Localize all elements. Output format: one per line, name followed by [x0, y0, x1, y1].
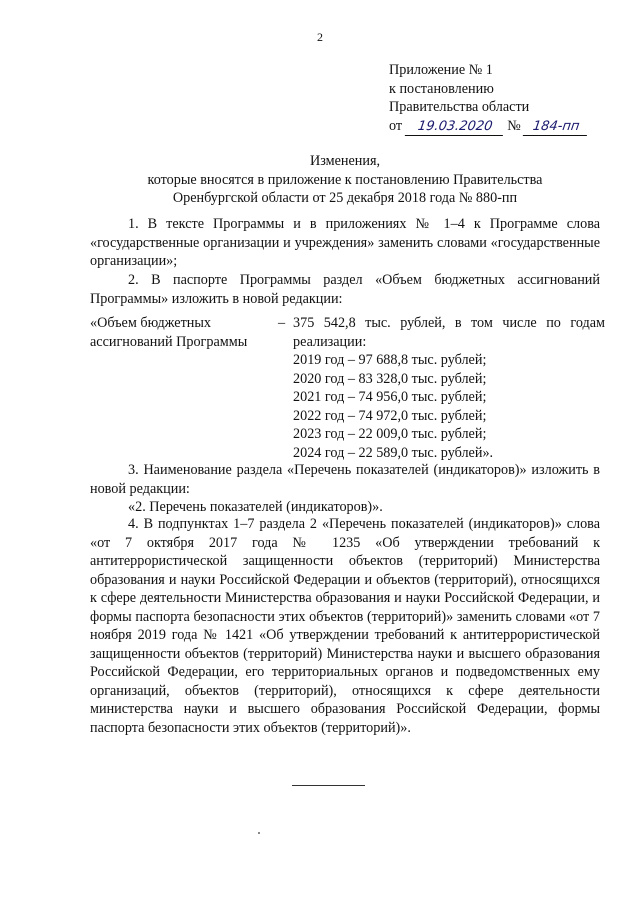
- appendix-date-line: [389, 117, 619, 136]
- appendix-line-3: Правительства области: [389, 99, 530, 115]
- number-value: 184-пп: [523, 119, 589, 136]
- budget-year-row: 2023 год – 22 009,0 тыс. рублей;: [293, 426, 487, 442]
- scan-dot: [258, 832, 260, 834]
- budget-dash: –: [278, 315, 286, 331]
- appendix-line-2: к постановлению: [389, 80, 494, 97]
- budget-year-row: 2020 год – 83 328,0 тыс. рублей;: [293, 370, 487, 387]
- end-divider: [292, 785, 365, 786]
- page-number: 2: [317, 30, 323, 44]
- date-value: 19.03.2020: [404, 119, 504, 136]
- paragraph-4-text: 4. В подпунктах 1–7 раздела 2 «Перечень показателей (индикаторов)» слова «от 7 октября 2017 года № 1235 «Об утверждении требований к антитеррористической защищенности объектов (территорий) Министерства образования и науки Российской Федерации и объектов (территорий), относящихся к сфере деятельности Министерства образования и науки Российской Федерации, и формы паспорта безопасности этих объектов (территорий)» заменить словами «от 7 ноября 2019 года № 1421 «Об утверждении требований к антитеррористической защищенности объектов (территорий) Министерства науки и высшего образования Российской Федерации, его территориальных органов и подведомственных ему организаций, объектов (территорий), относящихся к сфере деятельности министерства науки и высшего образования Российской Федерации, формы паспорта безопасности этих объектов (территорий)».: [90, 516, 600, 736]
- budget-values: [293, 314, 605, 462]
- paragraph-2-text: 2. В паспорте Программы раздел «Объем бюджетных ассигнований Программы» изложить в новой редакции:: [90, 272, 600, 307]
- paragraph-3-quote: «2. Перечень показателей (индикаторов)».: [128, 499, 383, 515]
- paragraph-3-text: 3. Наименование раздела «Перечень показателей (индикаторов)» изложить в новой редакции:: [90, 462, 600, 497]
- budget-year-row: 2019 год – 97 688,8 тыс. рублей;: [293, 352, 487, 368]
- paragraph-3: [90, 461, 600, 517]
- title-line-3: Оренбургской области от 25 декабря 2018 года № 880-пп: [172, 190, 518, 206]
- appendix-line-1: Приложение № 1: [389, 62, 493, 78]
- paragraph-1-text: 1. В тексте Программы и в приложениях № 1–4 к Программе слова «государственные организации и учреждения» заменить словами «государственные организации»;: [90, 216, 600, 269]
- number-prefix: №: [507, 117, 521, 134]
- date-prefix: от: [389, 117, 403, 134]
- paragraph-2: [90, 271, 600, 308]
- document-title: [90, 152, 600, 208]
- budget-total: 375 542,8 тыс. рублей, в том числе по годам реализации:: [293, 315, 605, 350]
- appendix-block: [389, 61, 619, 136]
- budget-year-row: 2021 год – 74 956,0 тыс. рублей;: [293, 389, 487, 405]
- paragraph-4: [90, 515, 600, 737]
- budget-year-row: 2024 год – 22 589,0 тыс. рублей».: [293, 444, 494, 461]
- budget-label: «Объем бюджетных ассигнований Программы: [90, 315, 248, 350]
- title-line-2: которые вносятся в приложение к постановлению Правительства: [147, 171, 543, 188]
- paragraph-1: [90, 215, 600, 271]
- budget-year-row: 2022 год – 74 972,0 тыс. рублей;: [293, 407, 487, 424]
- title-line-1: Изменения,: [309, 153, 381, 169]
